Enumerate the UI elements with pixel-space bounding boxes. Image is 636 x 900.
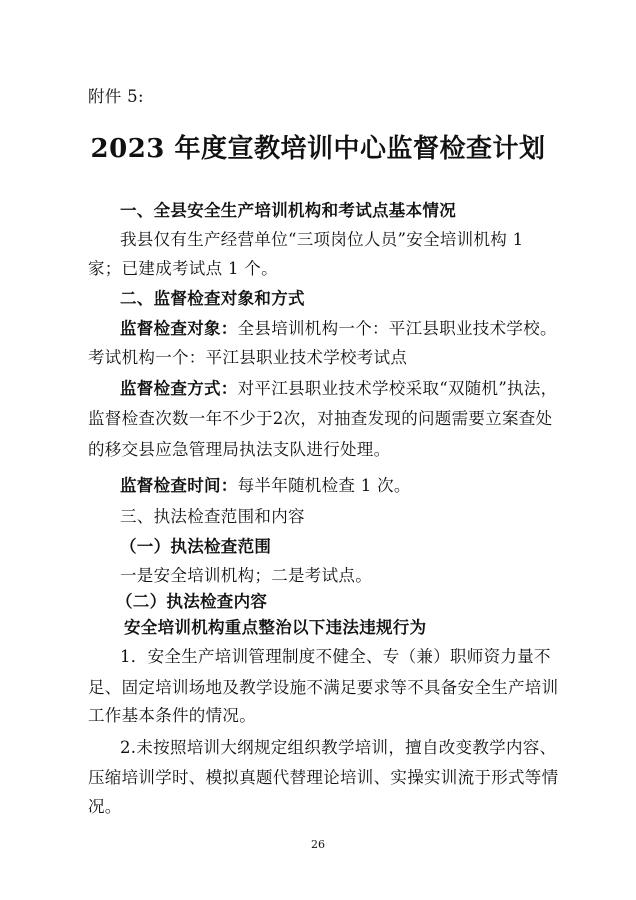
item1-line2: 足、固定培训场地及教学设施不满足要求等不具备安全生产培训: [88, 678, 559, 697]
attachment-label: 附件 5:: [88, 87, 144, 106]
subsection2-heading: （二）执法检查内容: [116, 592, 268, 611]
section3-heading: 三、执法检查范围和内容: [120, 507, 305, 526]
section1-heading: 一、全县安全生产培训机构和考试点基本情况: [120, 201, 456, 220]
subsection1-text: 一是安全培训机构；二是考试点。: [120, 566, 372, 585]
method-line2: 监督检查次数一年不少于2次，对抽查发现的问题需要立案查处: [88, 409, 553, 428]
section1-para-line2: 家；已建成考试点 1 个。: [88, 259, 278, 278]
method-label: 监督检查方式：: [120, 379, 238, 398]
section1-para-line1: 我县仅有生产经营单位“三项岗位人员”安全培训机构 1: [120, 230, 524, 249]
item1-line1: 1．安全生产培训管理制度不健全、专（兼）职师资力量不: [120, 647, 551, 666]
method-line3: 的移交县应急管理局执法支队进行处理。: [88, 440, 391, 459]
time-text: 每半年随机检查 1 次。: [237, 476, 411, 495]
target-line2: 考试机构一个：平江县职业技术学校考试点: [88, 348, 408, 367]
method-text: 对平江县职业技术学校采取“双随机”执法，: [237, 379, 558, 398]
time-label: 监督检查时间：: [120, 476, 238, 495]
target-label: 监督检查对象：: [120, 319, 238, 338]
target-text: 全县培训机构一个：平江县职业技术学校。: [237, 319, 557, 338]
item2-line2: 压缩培训学时、模拟真题代替理论培训、实操实训流于形式等情: [88, 768, 559, 787]
subsection2-bold-text: 安全培训机构重点整治以下违法违规行为: [124, 618, 427, 637]
item2-line3: 况。: [88, 797, 122, 816]
page-number: 26: [311, 838, 325, 851]
time-line: [120, 475, 411, 497]
item2-line1: 2.未按照培训大纲规定组织教学培训，擅自改变教学内容、: [120, 738, 557, 757]
item1-line3: 工作基本条件的情况。: [88, 706, 256, 725]
subsection1-heading: （一）执法检查范围: [120, 537, 272, 556]
page-title: 2023 年度宣教培训中心监督检查计划: [90, 134, 546, 164]
method-line: [120, 378, 557, 400]
section2-heading: 二、监督检查对象和方式: [120, 289, 305, 308]
target-line: [120, 318, 557, 340]
